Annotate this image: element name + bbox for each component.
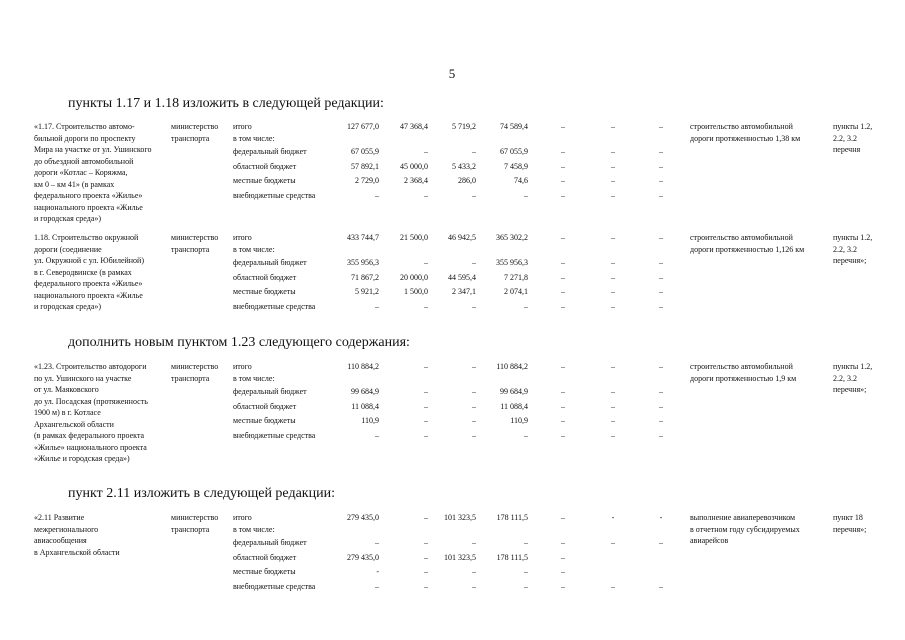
funding-value: 99 684,9 — [500, 387, 528, 396]
funding-value: – — [659, 387, 663, 396]
funding-value: 101 323,5 — [444, 513, 476, 522]
funding-value: – — [472, 582, 476, 591]
funding-value: – — [561, 191, 565, 200]
funding-value: – — [659, 176, 663, 185]
funding-value: – — [561, 401, 565, 411]
funding-value: – — [375, 431, 379, 440]
funding-value: – — [561, 582, 565, 591]
funding-value: 110 884,2 — [496, 362, 528, 371]
funding-source: областной бюджет — [233, 401, 297, 411]
funding-value: – — [659, 538, 663, 547]
funding-value: – — [524, 538, 528, 547]
funding-source: местные бюджеты — [233, 416, 296, 425]
funding-value: – — [424, 387, 428, 396]
funding-source: федеральный бюджет — [233, 147, 307, 156]
linked-items-line: перечня»; — [833, 256, 867, 265]
funding-value: 5 433,2 — [452, 161, 476, 171]
funding-value: 279 435,0 — [347, 552, 379, 562]
funding-value: – — [611, 302, 615, 311]
funding-value: – — [611, 362, 615, 371]
funding-value: 127 677,0 — [347, 122, 379, 131]
linked-items-line: перечня»; — [833, 524, 867, 534]
executor-line: министерство — [171, 362, 219, 371]
entry-description-line: (в рамках федерального проекта — [34, 431, 145, 440]
funding-value: – — [659, 233, 663, 242]
entry-description-line: «1.23. Строительство автодороги — [34, 362, 147, 371]
section-heading: дополнить новым пунктом 1.23 следующего содержания: — [68, 335, 410, 350]
executor-line: транспорта — [171, 133, 210, 143]
funding-value: – — [659, 287, 663, 296]
funding-value: – — [611, 401, 615, 411]
funding-value: 2 729,0 — [355, 176, 379, 185]
funding-value: 355 956,3 — [496, 258, 528, 267]
funding-source: местные бюджеты — [233, 176, 296, 185]
expected-result-line: строительство автомобильной — [690, 362, 793, 371]
executor-line: министерство — [171, 122, 219, 131]
funding-value: 101 323,5 — [444, 552, 476, 562]
funding-source: областной бюджет — [233, 552, 297, 562]
funding-value: – — [424, 513, 428, 522]
funding-value: – — [659, 416, 663, 425]
funding-value: – — [561, 431, 565, 440]
entry-description-line: 1900 м) в г. Котласе — [34, 408, 101, 417]
funding-value: – — [561, 567, 565, 576]
funding-value: – — [561, 416, 565, 425]
funding-value: – — [424, 191, 428, 200]
funding-source: областной бюджет — [233, 272, 297, 282]
funding-value: 2 368,4 — [404, 176, 428, 185]
funding-value: – — [659, 302, 663, 311]
funding-value: – — [611, 176, 615, 185]
funding-value: – — [561, 258, 565, 267]
funding-value: – — [611, 161, 615, 171]
funding-value: 110,9 — [510, 416, 528, 425]
linked-items-line: 2.2, 3.2 — [833, 373, 857, 383]
funding-value: – — [424, 302, 428, 311]
funding-value: – — [375, 302, 379, 311]
executor-line: министерство — [171, 233, 219, 242]
funding-source: федеральный бюджет — [233, 387, 307, 396]
funding-value: 5 719,2 — [452, 122, 476, 131]
funding-value: – — [659, 258, 663, 267]
funding-value: – — [611, 582, 615, 591]
funding-value: – — [472, 431, 476, 440]
funding-value: – — [659, 272, 663, 282]
funding-value: 1 500,0 — [404, 287, 428, 296]
funding-value: – — [659, 191, 663, 200]
funding-value: – — [472, 401, 476, 411]
funding-value: 74,6 — [514, 176, 528, 185]
funding-value: – — [424, 258, 428, 267]
executor-line: транспорта — [171, 244, 210, 254]
funding-value: 7 458,9 — [504, 161, 528, 171]
funding-value: 110 884,2 — [347, 362, 379, 371]
funding-value: – — [561, 233, 565, 242]
funding-value: – — [375, 538, 379, 547]
expected-result-line: авиарейсов — [690, 536, 729, 545]
funding-value: 355 956,3 — [347, 258, 379, 267]
entry-description-line: от ул. Маяковского — [34, 385, 99, 394]
entry-description-line: федерального проекта «Жилье» — [34, 279, 143, 288]
funding-source: в том числе: — [233, 244, 275, 254]
expected-result-line: выполнение авиаперевозчиком — [690, 513, 796, 522]
funding-value: – — [561, 161, 565, 171]
entry-description-line: и городская среда») — [34, 302, 102, 311]
funding-value: 45 000,0 — [400, 161, 428, 171]
funding-value: – — [424, 567, 428, 576]
funding-value: 74 589,4 — [500, 122, 528, 131]
funding-value: – — [659, 362, 663, 371]
funding-value: – — [524, 302, 528, 311]
funding-value: – — [611, 122, 615, 131]
entry-description-line: по ул. Ушинского на участке — [34, 373, 132, 383]
linked-items-line: пункты 1.2, — [833, 362, 873, 371]
funding-value: – — [659, 161, 663, 171]
funding-value: – — [561, 538, 565, 547]
funding-source: в том числе: — [233, 133, 275, 143]
funding-value: – — [424, 582, 428, 591]
funding-value: – — [611, 387, 615, 396]
entry-description-line: национального проекта «Жилье — [34, 290, 143, 300]
funding-value: 46 942,5 — [448, 233, 476, 242]
expected-result-line: дороги протяженностью 1,126 км — [690, 244, 805, 254]
funding-value: 71 867,2 — [351, 272, 379, 282]
funding-source: итого — [233, 122, 252, 131]
funding-value: 7 271,8 — [504, 272, 528, 282]
entry-description-line: «Жилье» национального проекта — [34, 442, 147, 452]
entry-description-line: национального проекта «Жилье — [34, 202, 143, 212]
entry-description-line: до ул. Посадская (протяженность — [34, 396, 148, 406]
entry-description-line: км 0 – км 41» (в рамках — [34, 179, 115, 189]
linked-items-line: перечня — [833, 145, 861, 154]
funding-value: – — [424, 416, 428, 425]
funding-value: 178 111,5 — [496, 513, 528, 522]
funding-value: 11 088,4 — [500, 401, 528, 411]
funding-value: – — [611, 233, 615, 242]
funding-value: – — [561, 362, 565, 371]
funding-source: итого — [233, 233, 252, 242]
expected-result-line: строительство автомобильной — [690, 233, 793, 242]
linked-items-line: пункты 1.2, — [833, 233, 873, 242]
funding-source: итого — [233, 362, 252, 371]
funding-value: – — [524, 431, 528, 440]
funding-value: – — [524, 567, 528, 576]
funding-value: 57 892,1 — [351, 161, 379, 171]
funding-source: внебюджетные средства — [233, 191, 316, 200]
funding-source: в том числе: — [233, 373, 275, 383]
funding-value: 11 088,4 — [351, 401, 379, 411]
funding-value: 21 500,0 — [400, 233, 428, 242]
funding-value: – — [424, 147, 428, 156]
expected-result-line: дороги протяженностью 1,38 км — [690, 133, 801, 143]
funding-value: – — [424, 431, 428, 440]
funding-source: федеральный бюджет — [233, 258, 307, 267]
funding-value: – — [611, 191, 615, 200]
funding-value: 365 302,2 — [496, 233, 528, 242]
funding-value: – — [561, 122, 565, 131]
funding-value: – — [611, 287, 615, 296]
funding-value: – — [561, 147, 565, 156]
funding-value: – — [561, 302, 565, 311]
funding-source: федеральный бюджет — [233, 538, 307, 547]
entry-description-line: 1.18. Строительство окружной — [34, 233, 139, 242]
funding-value: 5 921,2 — [355, 287, 379, 296]
funding-value: – — [561, 387, 565, 396]
funding-value: – — [611, 416, 615, 425]
funding-value: – — [561, 272, 565, 282]
entry-description-line: Архангельской области — [34, 419, 114, 429]
funding-source: в том числе: — [233, 524, 275, 534]
entry-description-line: Мира на участке от ул. Ушинского — [34, 145, 152, 154]
entry-description-line: «Жилье и городская среда») — [34, 454, 130, 463]
funding-value: – — [472, 387, 476, 396]
funding-source: областной бюджет — [233, 161, 297, 171]
funding-value: – — [611, 147, 615, 156]
funding-value: 279 435,0 — [347, 513, 379, 522]
funding-value: – — [659, 401, 663, 411]
funding-value: – — [611, 431, 615, 440]
funding-value: - — [611, 513, 615, 522]
funding-value: – — [472, 567, 476, 576]
entry-description-line: в Архангельской области — [34, 547, 120, 557]
funding-source: внебюджетные средства — [233, 582, 316, 591]
entry-description-line: межрегионального — [34, 524, 99, 534]
executor-line: министерство — [171, 513, 219, 522]
funding-value: – — [659, 431, 663, 440]
entry-description-line: дороги «Котлас – Коряжма, — [34, 168, 128, 177]
funding-value: 67 055,9 — [500, 147, 528, 156]
funding-value: – — [561, 513, 565, 522]
funding-value: – — [561, 176, 565, 185]
entry-description-line: дороги (соединение — [34, 244, 102, 254]
entry-description-line: «1.17. Строительство автомо- — [34, 122, 135, 131]
entry-description-line: авиасообщения — [34, 536, 87, 545]
funding-value: - — [376, 567, 379, 576]
entry-description-line: и городская среда») — [34, 214, 102, 223]
funding-value: 20 000,0 — [400, 272, 428, 282]
funding-value: – — [659, 122, 663, 131]
funding-source: внебюджетные средства — [233, 302, 316, 311]
funding-source: итого — [233, 513, 252, 522]
funding-value: 2 347,1 — [452, 287, 476, 296]
funding-value: 2 074,1 — [504, 287, 528, 296]
funding-value: 110,9 — [361, 416, 379, 425]
funding-value: – — [524, 582, 528, 591]
funding-value: – — [472, 147, 476, 156]
executor-line: транспорта — [171, 524, 210, 534]
funding-value: – — [659, 582, 663, 591]
funding-source: внебюджетные средства — [233, 431, 316, 440]
section-heading: пункты 1.17 и 1.18 изложить в следующей редакции: — [68, 96, 384, 111]
funding-value: – — [472, 362, 476, 371]
funding-value: – — [472, 191, 476, 200]
funding-value: 99 684,9 — [351, 387, 379, 396]
funding-value: – — [611, 538, 615, 547]
entry-description-line: в г. Северодвинске (в рамках — [34, 267, 132, 277]
funding-value: – — [611, 258, 615, 267]
funding-value: 433 744,7 — [347, 233, 379, 242]
entry-description-line: бильной дороги по проспекту — [34, 133, 136, 143]
funding-value: 178 111,5 — [496, 552, 528, 562]
funding-value: 286,0 — [458, 176, 476, 185]
funding-value: 44 595,4 — [448, 272, 476, 282]
funding-value: – — [524, 191, 528, 200]
funding-value: 47 368,4 — [400, 122, 428, 131]
entry-description-line: до объездной автомобильной — [34, 156, 134, 166]
linked-items-line: перечня»; — [833, 385, 867, 394]
linked-items-line: 2.2, 3.2 — [833, 133, 857, 143]
executor-line: транспорта — [171, 373, 210, 383]
funding-value: – — [611, 272, 615, 282]
funding-value: – — [472, 258, 476, 267]
expected-result-line: дороги протяженностью 1,9 км — [690, 373, 797, 383]
linked-items-line: пункты 1.2, — [833, 122, 873, 131]
linked-items-line: 2.2, 3.2 — [833, 244, 857, 254]
funding-value: – — [472, 538, 476, 547]
entry-description-line: ул. Окружной с ул. Юбилейной) — [34, 256, 144, 265]
entry-description-line: федерального проекта «Жилье» — [34, 191, 143, 200]
funding-value: – — [424, 552, 428, 562]
page-number: 5 — [448, 66, 456, 81]
funding-value: – — [659, 147, 663, 156]
funding-value: – — [375, 191, 379, 200]
funding-value: – — [424, 538, 428, 547]
expected-result-line: в отчетном году субсидируемых — [690, 524, 800, 534]
funding-value: – — [561, 552, 565, 562]
entry-description-line: «2.11 Развитие — [34, 513, 85, 522]
funding-value: 67 055,9 — [351, 147, 379, 156]
funding-value: - — [659, 513, 663, 522]
funding-value: – — [472, 416, 476, 425]
expected-result-line: строительство автомобильной — [690, 122, 793, 131]
funding-value: – — [472, 302, 476, 311]
funding-value: – — [375, 582, 379, 591]
section-heading: пункт 2.11 изложить в следующей редакции: — [68, 486, 335, 501]
linked-items-line: пункт 18 — [833, 513, 863, 522]
funding-value: – — [561, 287, 565, 296]
funding-value: – — [424, 362, 428, 371]
funding-source: местные бюджеты — [233, 287, 296, 296]
funding-value: – — [424, 401, 428, 411]
funding-source: местные бюджеты — [233, 567, 296, 576]
